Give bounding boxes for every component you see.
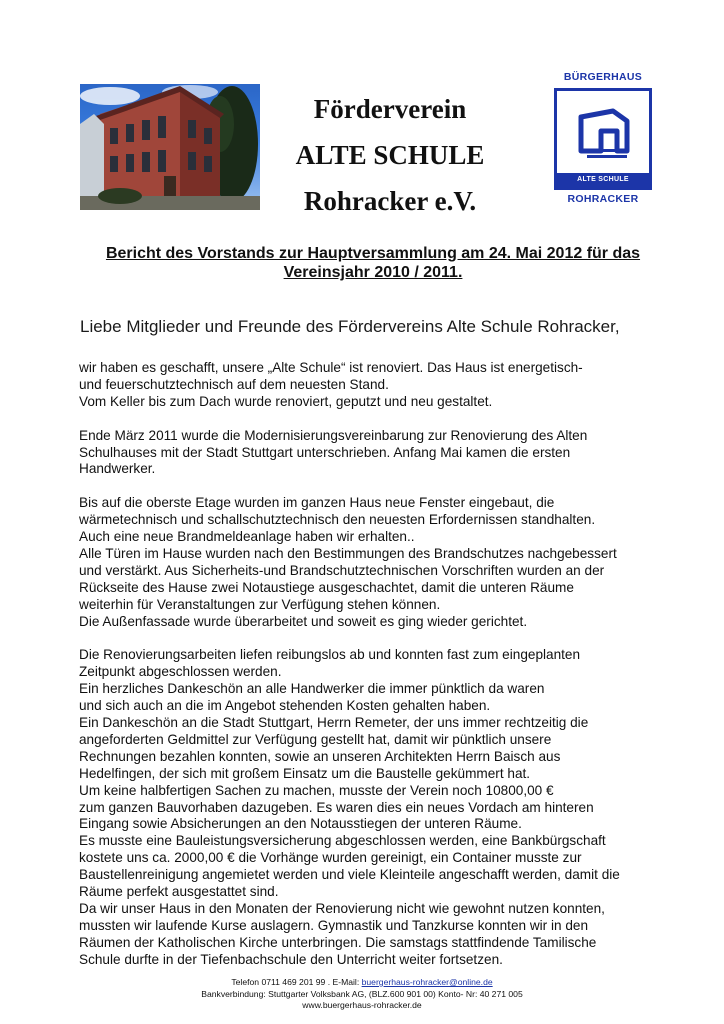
text-line: Um keine halbfertigen Sachen zu machen, musste der Verein noch 10800,00 €	[79, 782, 554, 798]
footer-phone: Telefon 0711 469 201 99 . E-Mail:	[231, 977, 362, 987]
text-line: Hedelfingen, der sich mit großem Einsatz um die Baustelle gekümmert hat.	[79, 765, 531, 781]
text-line: kostete uns ca. 2000,00 € die Vorhänge wurden gereinigt, ein Container musste zur	[79, 850, 582, 866]
text-line: Es musste eine Bauleistungsversicherung abgeschlossen werden, eine Bankbürgschaft	[79, 833, 606, 849]
text-line: zum ganzen Bauvorhaben dazugeben. Es waren dies ein neues Vordach am hinteren	[79, 799, 594, 815]
logo-top-text: BÜRGERHAUS	[563, 71, 643, 83]
text-line: Da wir unser Haus in den Monaten der Renovierung nicht wie gewohnt nutzen konnten,	[79, 900, 605, 916]
heading-line-2: ALTE SCHULE	[295, 140, 485, 170]
paragraph	[79, 647, 709, 968]
logo-bottom-text: ROHRACKER	[567, 193, 639, 205]
text-line: angeforderten Geldmittel zur Verfügung gestellt hat, damit wir pünktlich unsere	[79, 731, 552, 747]
text-line: Schule durfte in der Tiefenbachschule den Unterricht weiter fortsetzen.	[79, 951, 503, 967]
heading-line-3: Rohracker e.V.	[303, 186, 477, 216]
text-line: weiterhin für Veranstaltungen zur Verfügung stehen können.	[79, 596, 441, 612]
text-line: wärmetechnisch und schallschutztechnisch den neuesten Erfordernissen standhalten.	[79, 512, 596, 528]
logo-band-text: ALTE SCHULE	[557, 173, 649, 187]
heading-line-1: Förderverein	[313, 94, 467, 124]
footer-contact-line	[80, 977, 644, 989]
text-line: Räume perfekt ausgestattet sind.	[79, 884, 279, 900]
logo-emblem	[554, 88, 652, 190]
text-line: wir haben es geschafft, unsere „Alte Schule“ ist renoviert. Das Haus ist energetisch-	[79, 360, 583, 375]
footer	[80, 977, 644, 1012]
text-line: Baustellenreinigung angemietet werden und viele Kleinteile angeschafft werden, damit die	[79, 867, 620, 883]
association-heading	[270, 86, 510, 224]
report-title	[80, 244, 666, 282]
report-title-line-2: Vereinsjahr 2010 / 2011.	[283, 264, 463, 281]
text-line: Schulhauses mit der Stadt Stuttgart unterschrieben. Anfang Mai kamen die ersten	[79, 444, 571, 460]
text-line: Räumen der Katholischen Kirche unterbringen. Die samstags stattfindende Tamilische	[79, 934, 597, 950]
greeting: Liebe Mitglieder und Freunde des Fördervereins Alte Schule Rohracker,	[80, 317, 620, 336]
text-line: und feuerschutztechnisch auf dem neuesten Stand.	[79, 376, 389, 392]
text-line: Vom Keller bis zum Dach wurde renoviert, geputzt und neu gestaltet.	[79, 393, 493, 409]
footer-email-link[interactable]: buergerhaus-rohracker@online.de	[361, 977, 493, 987]
text-line: Ende März 2011 wurde die Modernisierungsvereinbarung zur Renovierung des Alten	[79, 427, 588, 443]
school-building-photo	[80, 84, 260, 210]
report-body	[79, 360, 709, 969]
building-emblem-icon	[557, 91, 649, 173]
paragraph	[79, 495, 709, 630]
text-line: Ein Dankeschön an die Stadt Stuttgart, Herrn Remeter, der uns immer rechtzeitig die	[79, 714, 589, 730]
text-line: Zeitpunkt abgeschlossen werden.	[79, 664, 282, 680]
text-line: Rechnungen bezahlen konnten, sowie an unseren Architekten Herrn Baisch aus	[79, 748, 561, 764]
footer-bank-line: Bankverbindung: Stuttgarter Volksbank AG, (BLZ.600 901 00) Konto- Nr: 40 271 005	[201, 988, 523, 999]
paragraph	[79, 360, 709, 411]
text-line: Rückseite des Hause zwei Notaustiege ausgeschachtet, damit die unteren Räume	[79, 579, 574, 595]
text-line: Bis auf die oberste Etage wurden im ganzen Haus neue Fenster eingebaut, die	[79, 495, 555, 511]
text-line: Alle Türen im Hause wurden nach den Bestimmungen des Brandschutzes nachgebessert	[79, 545, 617, 561]
text-line: Die Außenfassade wurde überarbeitet und soweit es ging wieder gerichtet.	[79, 613, 528, 629]
text-line: mussten wir laufende Kurse auslagern. Gymnastik und Tanzkurse konnten wir in den	[79, 917, 589, 933]
text-line: und verstärkt. Aus Sicherheits-und Brandschutztechnischen Vorschriften wurden an der	[79, 562, 605, 578]
report-title-line-1: Bericht des Vorstands zur Hauptversammlung am 24. Mai 2012 für das	[105, 245, 641, 262]
text-line: Eingang sowie Absicherungen an den Notausstiegen der unteren Räume.	[79, 816, 522, 832]
footer-website[interactable]: www.buergerhaus-rohracker.de	[302, 1000, 422, 1010]
paragraph	[79, 428, 709, 479]
text-line: Auch eine neue Brandmeldeanlage haben wir erhalten..	[79, 529, 415, 545]
text-line: Ein herzliches Dankeschön an alle Handwerker die immer pünktlich da waren	[79, 681, 545, 697]
text-line: Die Renovierungsarbeiten liefen reibungslos ab und konnten fast zum eingeplanten	[79, 647, 581, 663]
text-line: Handwerker.	[79, 461, 156, 477]
buergerhaus-logo	[553, 70, 653, 210]
text-line: und sich auch an die im Angebot stehenden Kosten gehalten haben.	[79, 698, 491, 714]
